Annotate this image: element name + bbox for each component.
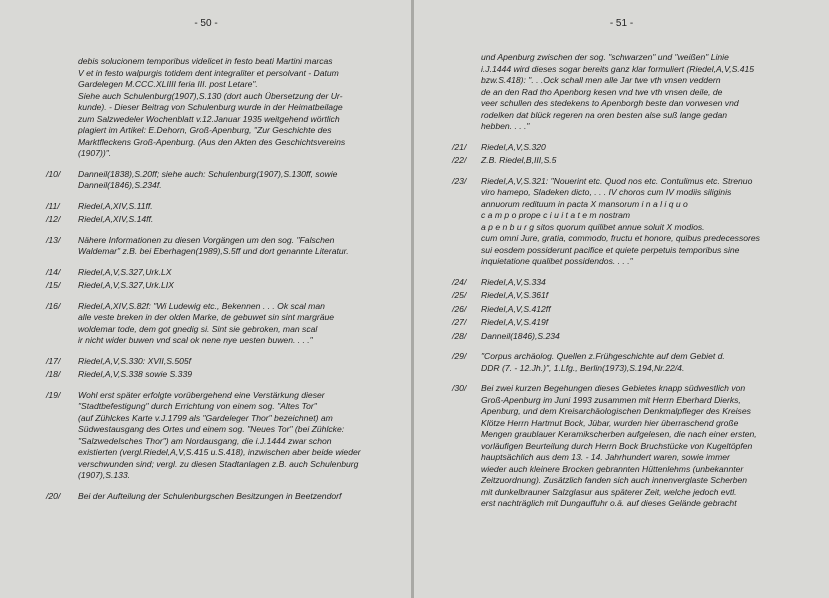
- footnote-entry: [0, 214, 412, 226]
- footnote-list: [0, 56, 412, 511]
- footnote-number: /14/: [46, 266, 61, 277]
- footnote-number: /26/: [452, 303, 467, 314]
- footnote-number: /24/: [452, 276, 467, 287]
- footnote-text: Riedel,A,V,S.338 sowie S.339: [78, 369, 193, 379]
- footnote-number: /18/: [46, 369, 61, 379]
- footnote-text: debis solucionem temporibus videlicet in festo beati Martini marcas V et in festo walpurgis totidem dent integraliter et persolvant - Datum Gardelegen M.CCC.XLIIII feria III. post Letare". Siehe auch Schulenburg(1907),S.130 (dort auch Übersetzung der Ur- kunde). - Dieser Beitrag von Schulenburg wurde in der Heimatbeilage zum Salzwedeler Wochenblatt v.12.Januar 1935 weitgehend wörtlich plagiert im Artikel: E.Dehorn, Groß-Apenburg, "Zur Geschichte des Marktfleckens Groß-Apenburg. (Aus den Akten des Geschichtsvereins (1907))".: [78, 56, 346, 158]
- footnote-text: Riedel,A,XIV,S.14ff.: [78, 214, 154, 224]
- footnote-entry: [414, 142, 829, 154]
- footnote-number: /13/: [46, 234, 61, 245]
- footnote-entry: [414, 383, 829, 510]
- footnote-number: /28/: [452, 330, 467, 341]
- footnote-entry: [414, 290, 829, 302]
- footnote-number: /29/: [452, 351, 467, 361]
- footnote-number: /10/: [46, 168, 61, 179]
- footnote-text: Riedel,A,V,S.361f: [481, 290, 549, 300]
- footnote-number: /25/: [452, 290, 467, 300]
- page-number: - 51 -: [609, 18, 634, 29]
- footnote-text: Riedel,A,V,S.412ff: [481, 303, 551, 314]
- footnote-number: /23/: [452, 175, 467, 186]
- footnote-text: Riedel,A,V,S.330: XVII,S.505f: [78, 355, 192, 366]
- footnote-number: /11/: [46, 200, 60, 211]
- footnote-number: /15/: [46, 280, 61, 290]
- footnote-text: Danneil(1838),S.20ff; siehe auch: Schulenburg(1907),S.130ff, sowie Danneil(1846),S.234f.: [78, 168, 338, 190]
- footnote-number: /30/: [452, 383, 467, 393]
- footnote-text: Riedel,A,V,S.321: "Nouerint etc. Quod nos etc. Contulimus etc. Strenuo viro hamepo, Sladeken dicto, . . . IV choros cum IV modiis siliginis annuorum redituum in pacta X mansorum i n a l i q u o c a m p o prope c i u i t a t e m nostram a p e n b u r g sitos quorum quilibet annue soluit X modios. cum omni Jure, gratia, commodo, fructu et honore, quibus predecessores sui eosdem possiderunt pacifice et quiete perpetuis temporibus sine inquietatione qualibet possidendos. . . .": [481, 175, 760, 266]
- page-number: - 50 -: [194, 18, 218, 29]
- footnote-entry: [414, 304, 829, 316]
- footnote-number: /21/: [452, 141, 467, 152]
- footnote-entry: [0, 390, 412, 482]
- footnote-entry: [0, 267, 412, 279]
- footnote-text: Riedel,A,V,S.327,Urk.LIX: [78, 280, 174, 290]
- footnote-text: Z.B. Riedel,B,III,S.5: [481, 155, 557, 165]
- footnote-entry: [414, 176, 829, 268]
- right-page: [414, 0, 829, 598]
- footnote-entry: [0, 491, 412, 503]
- footnote-text: Riedel,A,V,S.334: [481, 276, 546, 287]
- footnote-text: Bei zwei kurzen Begehungen dieses Gebietes knapp südwestlich von Groß-Apenburg im Juni 1993 zusammen mit Herrn Eberhard Dierks, Apenburg, und dem Kreisarchäologischen Denkmalpfleger des Kreises Klötze Herrn Hartmut Bock, Jübar, wurden hier überraschend große Mengen graublauer Keramikscherben aufgelesen, die nach einer ersten, vorläufigen Beurteilung durch Herrn Bock Bruchstücke von Kugeltöpfen hauptsächlich aus dem 13. - 14. Jahrhundert waren, sowie immer wieder auch kleinere Brocken gebrannten Hüttenlehms (unbekannter Zeitzuordnung). Zusätzlich fanden sich auch innenverglaste Scherben mit dunkelbrauner Salzglasur aus späterer Zeit, welche jedoch evtl. erst nachträglich mit Dungauffuhr o.ä. auf dieses Gelände gebracht: [481, 383, 757, 508]
- footnote-entry: [414, 155, 829, 167]
- footnote-number: /16/: [46, 300, 61, 311]
- footnote-entry: [0, 356, 412, 368]
- footnote-text: Riedel,A,V,S.419f: [481, 317, 549, 327]
- footnote-text: "Corpus archäolog. Quellen z.Frühgeschichte auf dem Gebiet d. DDR (7. - 12.Jh.)", 1.Lfg., Berlin(1973),S.194,Nr.22/4.: [481, 351, 725, 373]
- footnote-number: /20/: [46, 490, 61, 501]
- footnote-entry: [0, 169, 412, 192]
- footnote-entry: [0, 56, 412, 160]
- footnote-entry: [414, 317, 829, 329]
- footnote-text: Wohl erst später erfolgte vorübergehend eine Verstärkung dieser "Stadtbefestigung" durch Errichtung von einem sog. "Altes Tor" (auf Zühlckes Karte v.J.1799 als "Gardeleger Thor" bezeichnet) am Südwestausgang des Ortes und einem sog. "Neues Tor" (bei Zühlcke: "Salzwedelsches Thor") am Nordausgang, die i.J.1444 zwar schon existierten (vergl.Riedel,A,V,S.415 u.S.418), inzwischen aber beide wieder verschwunden sind; vergl. zu diesen Stadtanlagen z.B. auch Schulenburg (1907),S.133.: [78, 389, 361, 480]
- footnote-number: /17/: [46, 355, 61, 366]
- footnote-text: Riedel,A,XIV,S.11ff.: [78, 200, 153, 211]
- footnote-entry: [0, 201, 412, 213]
- footnote-text: Riedel,A,V,S.320: [481, 141, 546, 152]
- footnote-text: und Apenburg zwischen der sog. "schwarzen" und "weißen" Linie i.J.1444 wird dieses sogar bereits ganz klar formuliert (Riedel,A,V,S.415 bzw.S.418): ". . .Ock schall men alle Jar twe vth vnsen veddern de an den Rad tho Apenborg kesen vnd twe vth vnsen deile, de veer schullen des stedekens to Apenborgh beste dan vorwesen vnd rodelken dat blück regeren na oren besten alse suß lange gedan hebben. . . .": [481, 52, 755, 131]
- footnote-entry: [0, 235, 412, 258]
- footnote-text: Bei der Aufteilung der Schulenburgschen Besitzungen in Beetzendorf: [78, 490, 342, 501]
- footnote-number: /19/: [46, 389, 61, 400]
- footnote-number: /22/: [452, 155, 467, 165]
- footnote-entry: [414, 52, 829, 133]
- footnote-entry: [0, 369, 412, 381]
- footnote-entry: [414, 331, 829, 343]
- left-page: [0, 0, 413, 598]
- footnote-text: Nähere Informationen zu diesen Vorgängen um den sog. "Falschen Waldemar" z.B. bei Eberhagen(1989),S.5ff und dort genannte Literatur.: [78, 234, 349, 256]
- footnote-text: Riedel,A,XIV,S.82f: "Wi Ludewig etc., Bekennen . . . Ok scal man alle veste breken in der olden Marke, de gebuwet sin sint margräue woldemar tode, dem got gnedig si. Sint sie gebroken, man scal ir nicht wider buwen vnd scal ok nene nye uesten buwen. . . .": [78, 300, 335, 345]
- footnote-entry: [0, 280, 412, 292]
- footnote-text: Danneil(1846),S.234: [481, 330, 560, 341]
- footnote-list: [414, 52, 829, 519]
- footnote-entry: [414, 277, 829, 289]
- footnote-text: Riedel,A,V,S.327,Urk.LX: [78, 266, 172, 277]
- footnote-entry: [0, 301, 412, 347]
- footnote-entry: [414, 351, 829, 374]
- footnote-number: /12/: [46, 214, 61, 224]
- footnote-number: /27/: [452, 317, 467, 327]
